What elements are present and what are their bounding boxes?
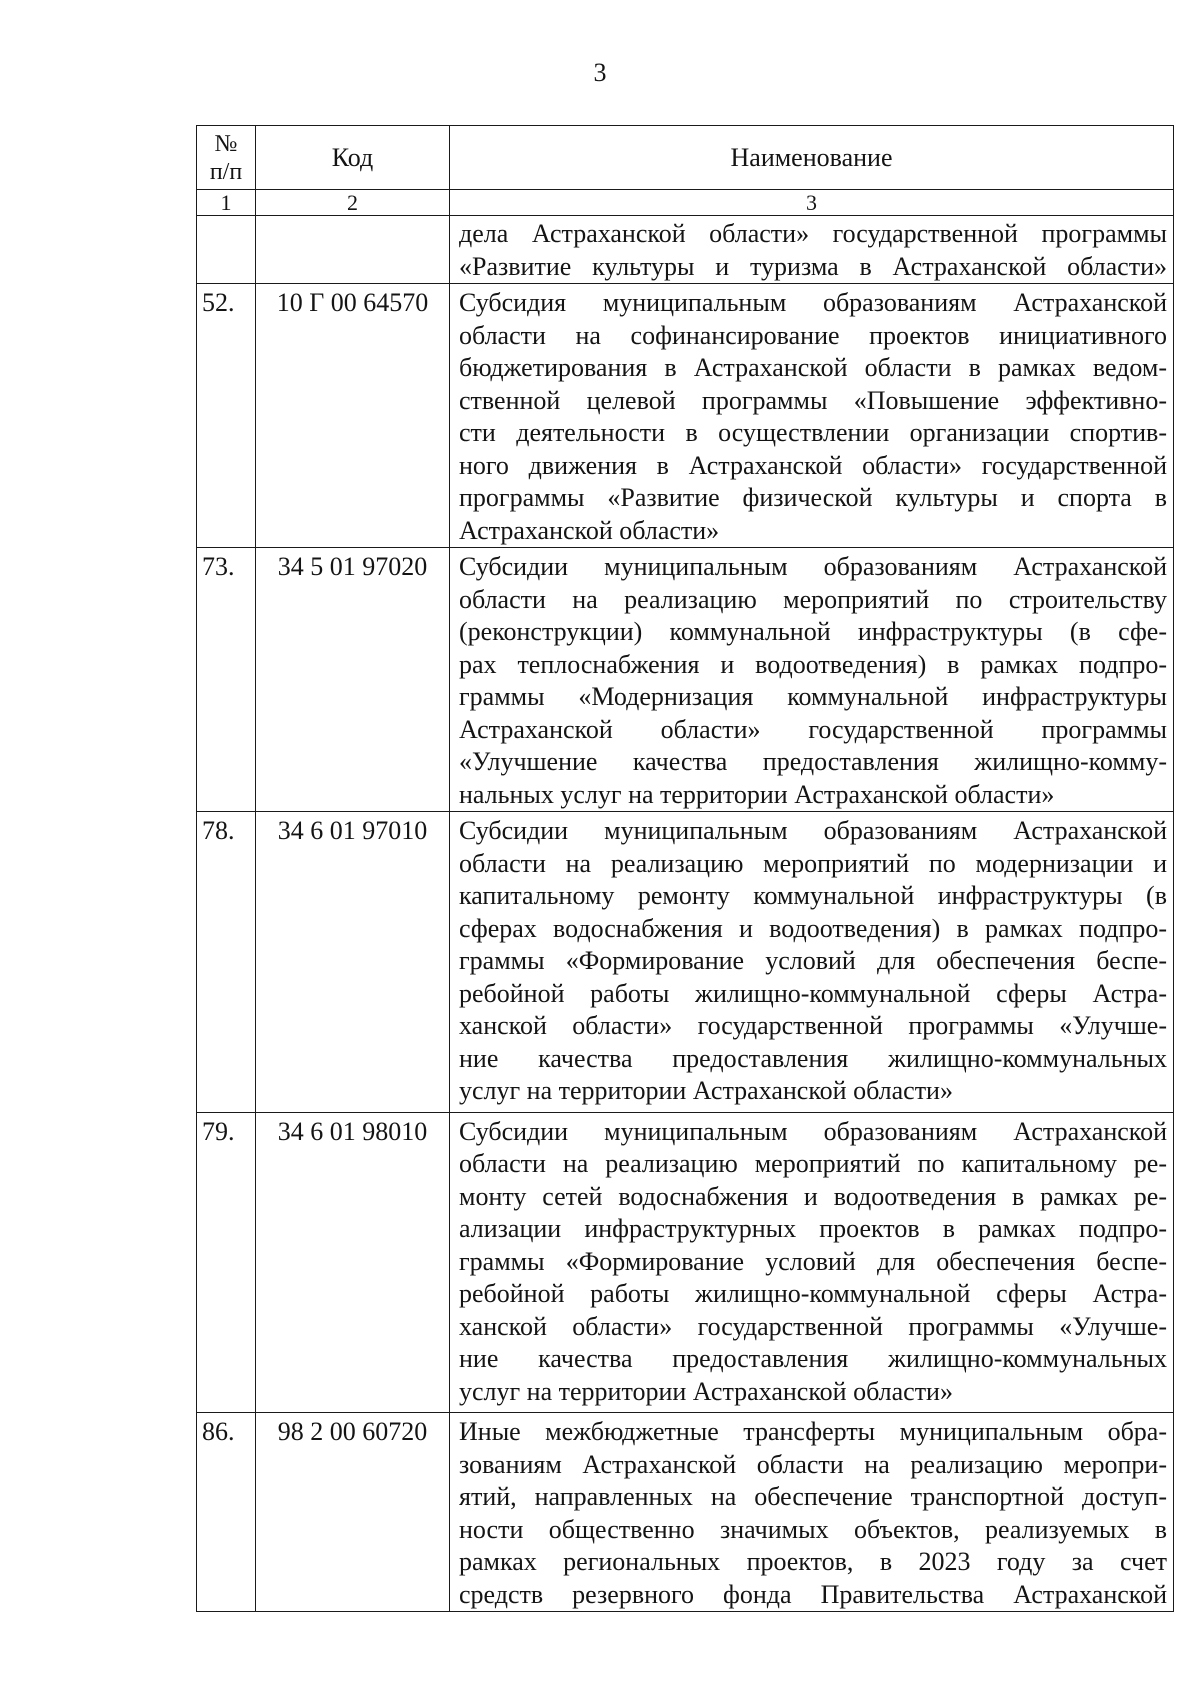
row-code: 10 Г 00 64570 [256, 284, 450, 548]
row-code: 34 6 01 97010 [256, 812, 450, 1113]
row-num: 86. [197, 1413, 256, 1612]
row-name-line: рах теплоснабжения и водоотведения) в рамках подпро- [459, 649, 1167, 679]
row-name-line: средств резервного фонда Правительства Астраханской [459, 1579, 1167, 1609]
row-name-line: области на реализацию мероприятий по модернизации и [459, 848, 1167, 878]
row-name [450, 216, 1174, 284]
row-name-line: рамках региональных проектов, в 2023 году за счет [459, 1547, 1167, 1576]
row-name-line: зованиям Астраханской области на реализацию меропри- [459, 1449, 1167, 1479]
table-row [197, 548, 1174, 812]
page-number: 3 [593, 58, 607, 87]
header-num-label: № [214, 130, 238, 157]
row-name-line: ханской области» государственной программы «Улучше- [459, 1311, 1167, 1341]
row-num: 78. [197, 812, 256, 1113]
column-index-2: 2 [256, 190, 450, 216]
column-index-row [197, 190, 1174, 216]
row-name-line: монту сетей водоснабжения и водоотведения в рамках ре- [459, 1181, 1167, 1211]
row-name-line: граммы «Формирование условий для обеспечения беспе- [459, 1246, 1167, 1276]
row-name-line: услуг на территории Астраханской области» [459, 1076, 953, 1105]
row-name-line: сти деятельности в осуществлении организации спортив- [459, 418, 1167, 447]
row-name-line: ности общественно значимых объектов, реализуемых в [459, 1514, 1167, 1544]
row-name [450, 1413, 1174, 1612]
row-name-line: ребойной работы жилищно-коммунальной сферы Астра- [459, 1279, 1167, 1308]
row-name-line: Астраханской области» [459, 515, 720, 545]
row-name-line: Астраханской области» государственной программы [459, 714, 1167, 744]
row-name-line: ребойной работы жилищно-коммунальной сферы Астра- [459, 978, 1167, 1008]
row-name-line: граммы «Формирование условий для обеспечения беспе- [459, 946, 1167, 975]
row-name-line: нальных услуг на территории Астраханской области» [459, 779, 1055, 809]
table-header-row [197, 126, 1174, 190]
table-row [197, 216, 1174, 284]
row-name-line: граммы «Модернизация коммунальной инфраструктуры [459, 682, 1167, 711]
row-num [197, 216, 256, 284]
row-name-line: ятий, направленных на обеспечение транспортной доступ- [459, 1482, 1167, 1511]
row-name-line: области на софинансирование проектов инициативного [459, 320, 1167, 350]
budget-code-table [196, 125, 1174, 1612]
row-name-line: Субсидии муниципальным образованиям Астраханской [459, 816, 1167, 845]
column-index-1: 1 [197, 190, 256, 216]
row-name-line: Субсидии муниципальным образованиям Астраханской [459, 552, 1167, 581]
table-row [197, 812, 1174, 1113]
row-name-line: ханской области» государственной программы «Улучше- [459, 1011, 1167, 1040]
row-name-line: бюджетирования в Астраханской области в рамках ведом- [459, 353, 1167, 382]
table-row [197, 1413, 1174, 1612]
row-name-line: «Развитие культуры и туризма в Астраханской области» [459, 251, 1167, 281]
row-name-line: дела Астраханской области» государственной программы [459, 219, 1167, 248]
row-code: 34 5 01 97020 [256, 548, 450, 812]
header-code-cell: Код [256, 126, 450, 190]
table-row [197, 1112, 1174, 1413]
row-name [450, 1112, 1174, 1413]
table-row [197, 284, 1174, 548]
row-code: 34 6 01 98010 [256, 1112, 450, 1413]
row-name-line: программы «Развитие физической культуры и спорта в [459, 483, 1167, 512]
header-name-cell: Наименование [450, 126, 1174, 190]
row-name [450, 548, 1174, 812]
row-name-line: Иные межбюджетные трансферты муниципальным обра- [459, 1417, 1167, 1446]
row-name [450, 284, 1174, 548]
header-num-cell [197, 126, 256, 190]
row-num: 52. [197, 284, 256, 548]
row-name-line: капитальному ремонту коммунальной инфраструктуры (в [459, 881, 1167, 910]
row-name-line: ние качества предоставления жилищно-коммунальных [459, 1043, 1167, 1073]
row-name-line: ние качества предоставления жилищно-коммунальных [459, 1344, 1167, 1373]
row-name-line: Субсидии муниципальным образованиям Астраханской [459, 1116, 1167, 1146]
row-num: 79. [197, 1112, 256, 1413]
row-name-line: ализации инфраструктурных проектов в рамках подпро- [459, 1214, 1167, 1243]
row-name-line: «Улучшение качества предоставления жилищно-комму- [459, 747, 1167, 776]
row-code: 98 2 00 60720 [256, 1413, 450, 1612]
row-name-line: области на реализацию мероприятий по строительству [459, 584, 1167, 614]
row-name-line: ного движения в Астраханской области» государственной [459, 450, 1167, 480]
row-name-line: (реконструкции) коммунальной инфраструктуры (в сфе- [459, 617, 1167, 646]
row-code [256, 216, 450, 284]
row-name [450, 812, 1174, 1113]
row-name-line: Субсидия муниципальным образованиям Астраханской [459, 288, 1167, 317]
row-name-line: услуг на территории Астраханской области» [459, 1376, 953, 1406]
row-name-line: сферах водоснабжения и водоотведения) в рамках подпро- [459, 913, 1167, 943]
row-name-line: области на реализацию мероприятий по капитальному ре- [459, 1149, 1167, 1178]
row-num: 73. [197, 548, 256, 812]
row-name-line: ственной целевой программы «Повышение эффективно- [459, 385, 1167, 415]
header-num-label-2: п/п [209, 158, 243, 185]
column-index-3: 3 [450, 190, 1174, 216]
